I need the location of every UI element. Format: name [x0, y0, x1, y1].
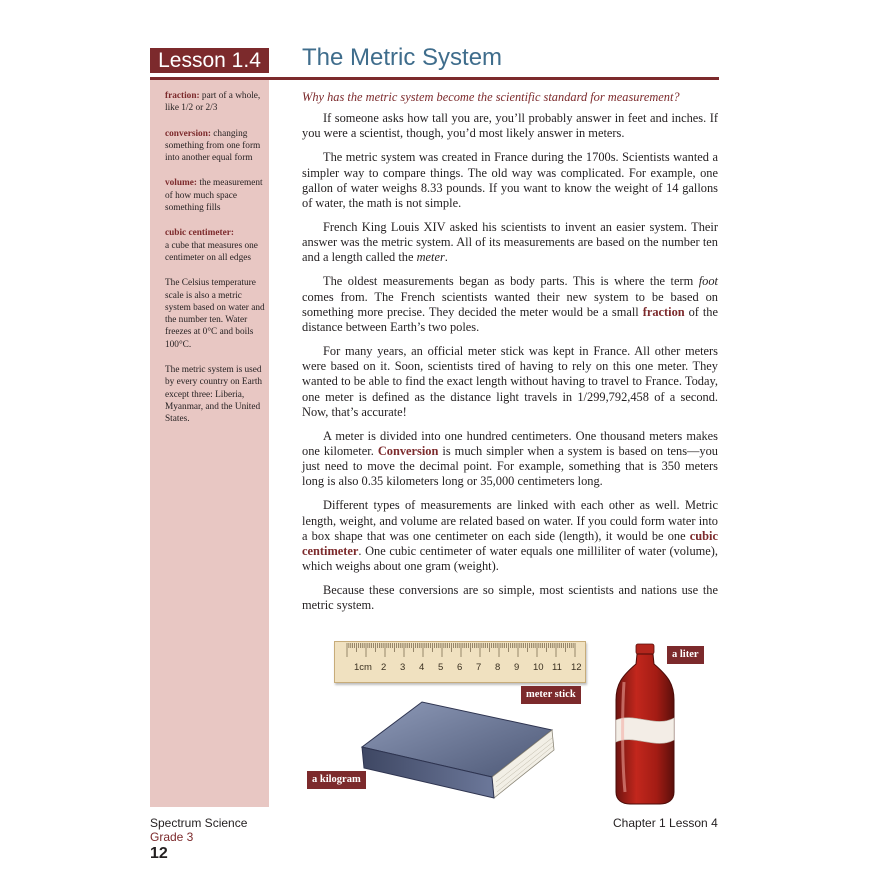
text-run: French King Louis XIV asked his scientists to invent an easier system. Their answer was the metric system. All of its measurements are based on the number ten and a length called the — [302, 220, 718, 265]
glossary-definition: a cube that measures one centimeter on all edges — [165, 240, 258, 263]
glossary-conversion — [165, 128, 265, 165]
paragraph-4 — [302, 274, 718, 335]
glossary-definition: part of a whole, like 1/2 or 2/3 — [165, 91, 261, 114]
paragraph-8: Because these conversions are so simple, most scientists and nations use the metric system. — [302, 583, 718, 613]
liter-label: a liter — [667, 646, 704, 664]
ruler-number: 4 — [419, 662, 425, 673]
paragraph-1: If someone asks how tall you are, you’ll probably answer in feet and inches. If you were a scientist, though, you’d most likely answer in meters. — [302, 111, 718, 141]
ruler-number: 6 — [457, 662, 463, 673]
ruler-number: 5 — [438, 662, 444, 673]
glossary-term: fraction: — [165, 91, 200, 101]
text-run: . — [444, 250, 448, 265]
keyword-fraction: fraction — [642, 304, 685, 319]
text-run: of the distance between Earth’s two poles. — [302, 304, 719, 335]
grade-level: Grade 3 — [150, 830, 194, 844]
text-run: A meter is divided into one hundred centimeters. One thousand meters makes one kilometer. — [302, 428, 718, 459]
liter-bottle-illustration — [610, 642, 680, 807]
chapter-lesson: Chapter 1 Lesson 4 — [613, 816, 718, 830]
text-run: comes from. The French scientists wanted their new system to be based on something more precise. They decided the meter would be a small — [302, 289, 718, 319]
ruler-number: 10 — [533, 662, 544, 673]
page-number: 12 — [150, 845, 168, 862]
glossary-definition: the measurement of how much space something fills — [165, 178, 263, 214]
ruler-number: 2 — [381, 662, 387, 673]
sidebar-fact-celsius: The Celsius temperature scale is also a metric system based on water and the number ten. Water freezes at 0°C and boils 100°C. — [165, 278, 265, 350]
ruler-number: 7 — [476, 662, 482, 673]
page-title: The Metric System — [302, 44, 503, 71]
glossary-definition: changing something from one form into another equal form — [165, 128, 261, 164]
ruler-number: 8 — [495, 662, 501, 673]
series-name: Spectrum Science — [150, 816, 248, 830]
text-run: Different types of measurements are linked with each other as well. Metric length, weight, and volume are related based on water. If you could form water into a box shape that was one centimeter on each side (length), it would be one — [302, 498, 718, 543]
footer-series — [150, 816, 247, 844]
main-text — [302, 90, 718, 622]
text-run: is much simpler when a system is based on tens—you just need to move the decimal point. For example, something that is 350 meters long is also 0.35 kilometers long or 35,000 centimeters long. — [302, 444, 719, 489]
meter-stick-illustration — [334, 641, 586, 683]
text-run: The oldest measurements began as body parts. This is where the term — [323, 274, 699, 289]
ruler-number: 12 — [571, 662, 582, 673]
kilogram-book-illustration — [352, 692, 562, 802]
ruler-number: 3 — [400, 662, 406, 673]
ruler-number: 1cm — [354, 662, 372, 673]
glossary-sidebar — [150, 80, 269, 807]
paragraph-2: The metric system was created in France during the 1700s. Scientists wanted a simpler way to compare things. The old way was complicated. For example, one gallon of water weighs 8.33 pounds. If you want to know the weight of 14 gallons of water, the math is not simple. — [302, 150, 718, 211]
meter-stick-label: meter stick — [521, 686, 581, 704]
paragraph-3 — [302, 220, 718, 266]
ruler-number: 11 — [552, 662, 562, 673]
sidebar-fact-countries: The metric system is used by every country on Earth except three: Liberia, Myanmar, and the United States. — [165, 365, 263, 425]
lesson-tag: Lesson 1.4 — [150, 48, 269, 73]
glossary-term: volume: — [165, 178, 198, 189]
glossary-cubic-centimeter — [165, 227, 265, 264]
italic-meter: meter — [416, 250, 445, 265]
keyword-conversion: Conversion — [377, 444, 439, 459]
paragraph-5: For many years, an official meter stick was kept in France. All other meters were based on it. Soon, scientists tired of having to rely on this one meter. They wanted to be able to find the exact length without having to travel to France. Today, one meter is defined as the distance light travels in 1/299,792,458 of a second. Now, that’s accurate! — [302, 344, 718, 419]
italic-foot: foot — [698, 274, 718, 289]
glossary-term: conversion: — [165, 128, 211, 139]
keyword-cubic-centimeter: cubic centimeter — [302, 528, 718, 559]
ruler-number: 9 — [514, 662, 520, 673]
text-run: . One cubic centimeter of water equals one milliliter of water (volume), which weighs about one gram (weight). — [302, 544, 718, 574]
focus-question: Why has the metric system become the scientific standard for measurement? — [302, 90, 680, 104]
ruler-numbers — [335, 662, 585, 676]
paragraph-7 — [302, 498, 718, 574]
glossary-term: cubic centimeter: — [165, 228, 234, 239]
paragraph-6 — [302, 429, 718, 490]
kilogram-label: a kilogram — [307, 771, 366, 789]
glossary-fraction — [165, 90, 265, 115]
glossary-volume — [165, 177, 265, 214]
